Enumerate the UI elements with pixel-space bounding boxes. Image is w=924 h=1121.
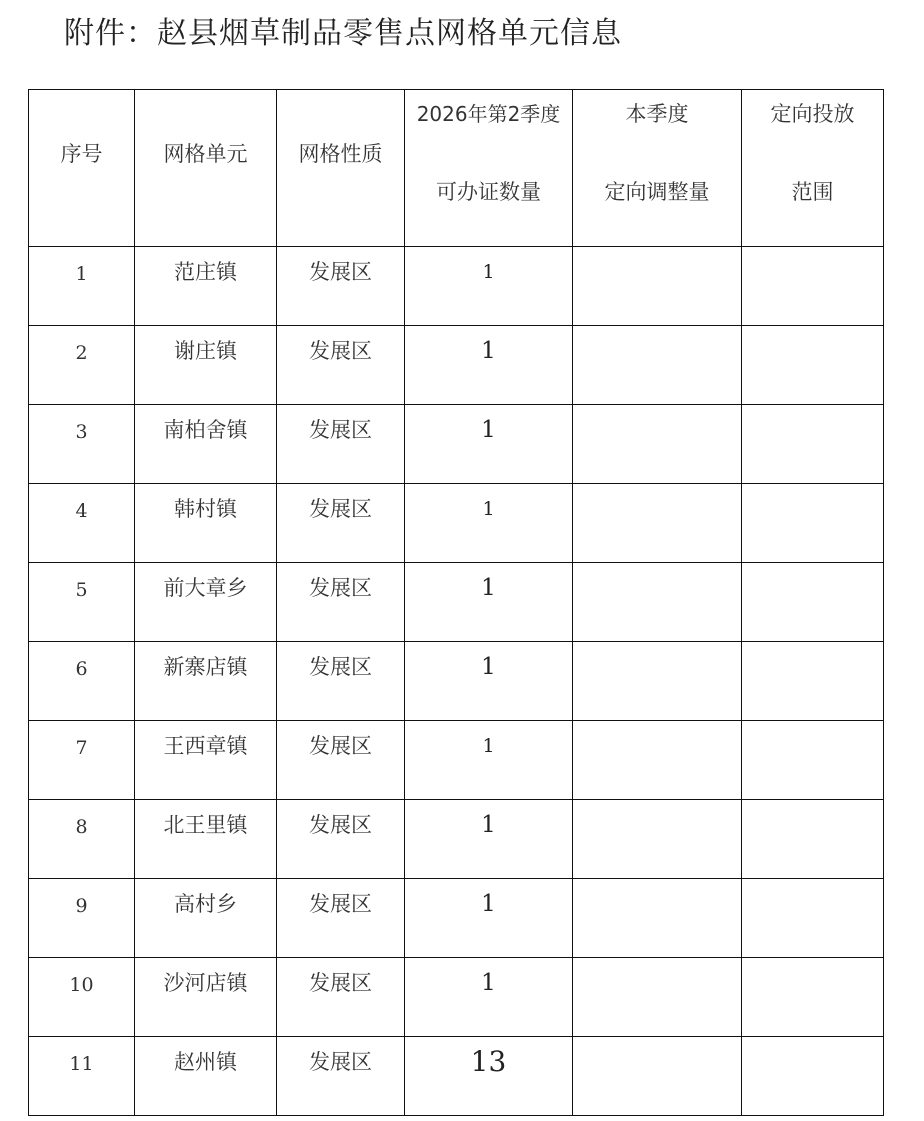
cell-adjustment: [573, 563, 742, 642]
cell-unit: 北王里镇: [135, 800, 277, 879]
cell-quota: 1: [405, 879, 573, 958]
cell-scope: [742, 247, 884, 326]
cell-quota: 1: [405, 642, 573, 721]
cell-unit: 新寨店镇: [135, 642, 277, 721]
cell-unit: 韩村镇: [135, 484, 277, 563]
cell-index: 6: [29, 642, 135, 721]
cell-quota: 1: [405, 563, 573, 642]
table-row: [29, 563, 884, 642]
cell-adjustment: [573, 800, 742, 879]
cell-scope: [742, 800, 884, 879]
table-row: [29, 958, 884, 1037]
cell-adjustment: [573, 247, 742, 326]
cell-unit: 谢庄镇: [135, 326, 277, 405]
header-grid-nature: [277, 90, 405, 247]
cell-index: 11: [29, 1037, 135, 1116]
cell-nature: 发展区: [277, 247, 405, 326]
cell-unit: 王西章镇: [135, 721, 277, 800]
table-row: [29, 405, 884, 484]
cell-scope: [742, 879, 884, 958]
cell-scope: [742, 563, 884, 642]
cell-scope: [742, 1037, 884, 1116]
cell-index: 10: [29, 958, 135, 1037]
cell-index: 8: [29, 800, 135, 879]
header-quota: [405, 90, 573, 247]
cell-adjustment: [573, 721, 742, 800]
header-scope: [742, 90, 884, 247]
header-index: [29, 90, 135, 247]
header-scope-line1: 定向投放: [770, 102, 855, 126]
cell-quota: 1: [405, 326, 573, 405]
cell-quota: 1: [405, 958, 573, 1037]
cell-adjustment: [573, 958, 742, 1037]
cell-nature: 发展区: [277, 1037, 405, 1116]
cell-quota: 1: [405, 800, 573, 879]
header-quota-line2: 可办证数量: [436, 180, 541, 204]
cell-unit: 前大章乡: [135, 563, 277, 642]
cell-adjustment: [573, 1037, 742, 1116]
cell-scope: [742, 642, 884, 721]
grid-unit-table: [28, 89, 884, 1116]
cell-scope: [742, 326, 884, 405]
cell-index: 4: [29, 484, 135, 563]
cell-index: 1: [29, 247, 135, 326]
cell-adjustment: [573, 484, 742, 563]
cell-quota: 1: [405, 405, 573, 484]
cell-scope: [742, 958, 884, 1037]
header-grid-unit: [135, 90, 277, 247]
header-grid-unit-label: 网格单元: [163, 142, 248, 166]
header-index-label: 序号: [60, 142, 103, 166]
cell-unit: 南柏舍镇: [135, 405, 277, 484]
table-header-row: [29, 90, 884, 247]
table-row: [29, 642, 884, 721]
table-row: [29, 484, 884, 563]
cell-index: 3: [29, 405, 135, 484]
cell-index: 7: [29, 721, 135, 800]
document-title: 附件：赵县烟草制品零售点网格单元信息: [64, 16, 622, 51]
cell-scope: [742, 484, 884, 563]
cell-index: 9: [29, 879, 135, 958]
header-adjustment-line2: 定向调整量: [604, 180, 710, 204]
cell-nature: 发展区: [277, 721, 405, 800]
cell-unit: 沙河店镇: [135, 958, 277, 1037]
cell-unit: 赵州镇: [135, 1037, 277, 1116]
cell-quota: 1: [405, 247, 573, 326]
cell-nature: 发展区: [277, 958, 405, 1037]
cell-scope: [742, 405, 884, 484]
table-row: [29, 326, 884, 405]
cell-index: 5: [29, 563, 135, 642]
cell-adjustment: [573, 405, 742, 484]
header-adjustment-line1: 本季度: [625, 102, 689, 126]
cell-unit: 范庄镇: [135, 247, 277, 326]
cell-quota: 1: [405, 484, 573, 563]
cell-nature: 发展区: [277, 326, 405, 405]
cell-nature: 发展区: [277, 879, 405, 958]
table-row: [29, 800, 884, 879]
cell-nature: 发展区: [277, 405, 405, 484]
cell-nature: 发展区: [277, 642, 405, 721]
cell-nature: 发展区: [277, 563, 405, 642]
cell-adjustment: [573, 642, 742, 721]
header-grid-nature-label: 网格性质: [298, 142, 383, 166]
cell-adjustment: [573, 879, 742, 958]
cell-quota: 1: [405, 721, 573, 800]
header-adjustment: [573, 90, 742, 247]
table-row: [29, 879, 884, 958]
cell-nature: 发展区: [277, 484, 405, 563]
table-row: [29, 721, 884, 800]
cell-scope: [742, 721, 884, 800]
cell-quota: 13: [405, 1037, 573, 1116]
header-scope-line2: 范围: [791, 180, 834, 204]
table-row: [29, 247, 884, 326]
header-quota-line1: 2026年第2季度: [416, 102, 561, 126]
cell-adjustment: [573, 326, 742, 405]
cell-unit: 高村乡: [135, 879, 277, 958]
cell-index: 2: [29, 326, 135, 405]
table-row: [29, 1037, 884, 1116]
cell-nature: 发展区: [277, 800, 405, 879]
